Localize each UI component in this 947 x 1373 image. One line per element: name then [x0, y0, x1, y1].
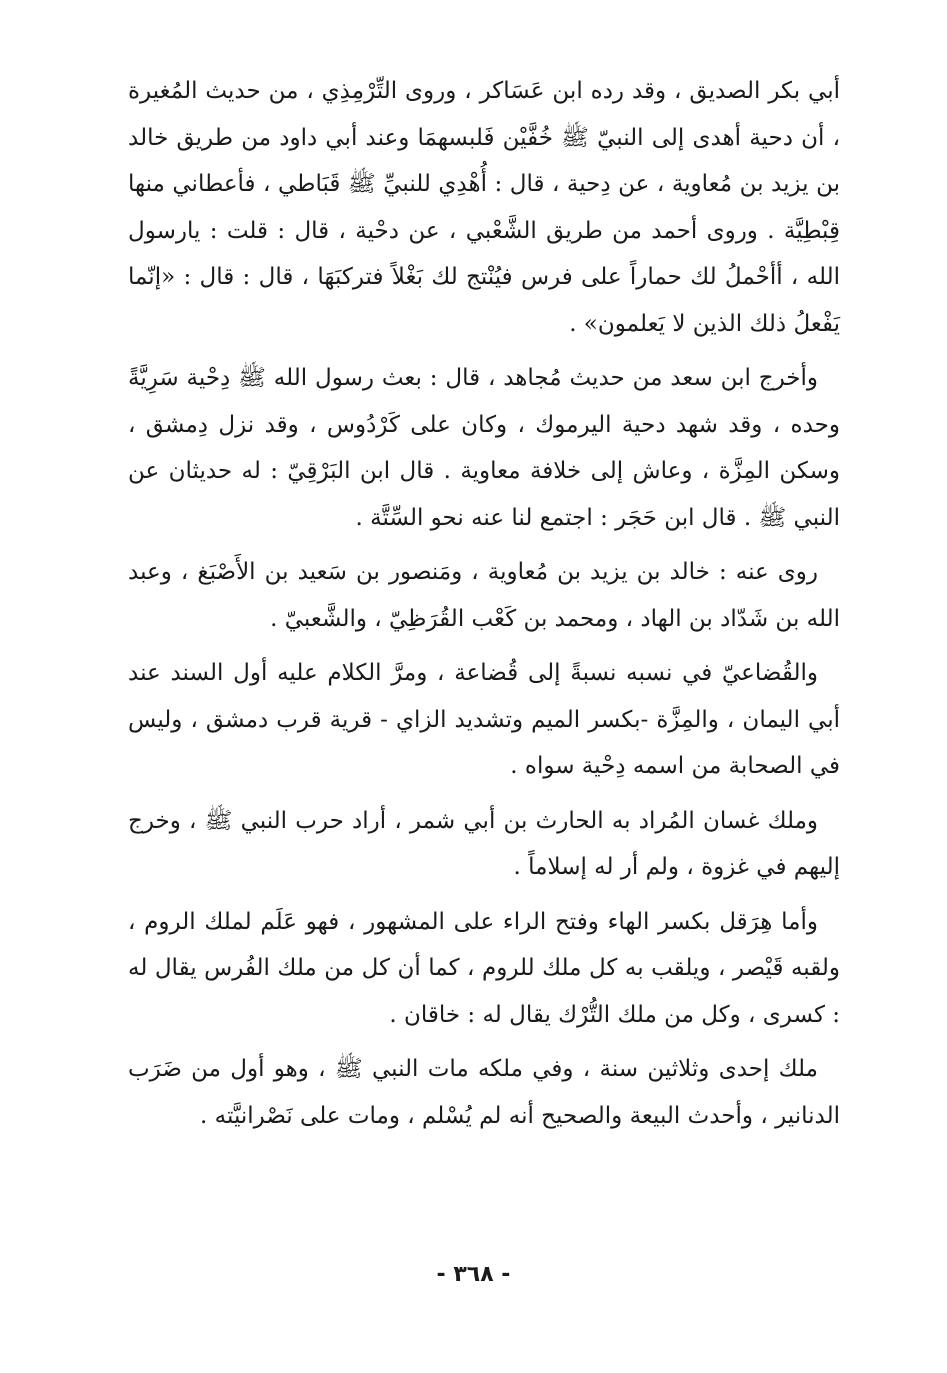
paragraph-5: وملك غسان المُراد به الحارث بن أبي شمر ، أراد حرب النبي ﷺ ، وخرج إليهم في غزوة ، ولم أر له إسلاماً .	[128, 807, 840, 880]
paragraph-6: وأما هِرَقل بكسر الهاء وفتح الراء على المشهور ، فهو عَلَم لملك الروم ، ولقبه قَيْصر ، ويلقب به كل ملك للروم ، كما أن كل من ملك الفُرس يقال له : كسرى ، وكل من ملك التُّرْك يقال له : خاقان .	[128, 908, 840, 1028]
page-body	[128, 68, 840, 1139]
paragraph-7: ملك إحدى وثلاثين سنة ، وفي ملكه مات النبي ﷺ ، وهو أول من ضَرَب الدنانير ، وأحدث البيعة والصحيح أنه لم يُسْلم ، ومات على نَصْرانيَّته .	[128, 1056, 840, 1129]
paragraph-2: وأخرج ابن سعد من حديث مُجاهد ، قال : بعث رسول الله ﷺ دِحْية سَرِيَّةً وحده ، وقد شهد دحية اليرموك ، وكان على كَرْدُوس ، وقد نزل دِمشق ، وسكن المِزَّة ، وعاش إلى خلافة معاوية . قال ابن البَرْقِيّ : له حديثان عن النبي ﷺ . قال ابن حَجَر : اجتمع لنا عنه نحو السِّتَّة .	[128, 365, 840, 531]
paragraph-3: روى عنه : خالد بن يزيد بن مُعاوية ، ومَنصور بن سَعيد بن الأَصْبَغ ، وعبد الله بن شَدّاد بن الهاد ، ومحمد بن كَعْب القُرَظِيّ ، والشَّعبيّ .	[128, 559, 840, 632]
paragraph-1: أبي بكر الصديق ، وقد رده ابن عَسَاكر ، وروى التِّرْمِذِي ، من حديث المُغيرة ، أن دحية أهدى إلى النبيّ ﷺ خُفَّيْن فَلبسهمَا وعند أبي داود من طريق خالد بن يزيد بن مُعاوية ، عن دِحية ، قال : أُهْدِي للنبيِّ ﷺ قَبَاطي ، فأعطاني منها قِبْطِيَّة . وروى أحمد من طريق الشَّعْبي ، عن دحْية ، قال : قلت : يارسول الله ، أأحْملُ لك حماراً على فرس فيُنْتج لك بَغْلاً فتركبَهَا ، قال : قال : «إنّما يَفْعلُ ذلك الذين لا يَعلمون» .	[128, 78, 840, 337]
paragraph-4: والقُضاعيّ في نسبه نسبةً إلى قُضاعة ، ومرَّ الكلام عليه أول السند عند أبي اليمان ، والمِزَّة -بكسر الميم وتشديد الزاي - قرية قرب دمشق ، وليس في الصحابة من اسمه دِحْية سواه .	[128, 660, 840, 779]
page-number: - ٣٦٨ -	[436, 1262, 511, 1287]
